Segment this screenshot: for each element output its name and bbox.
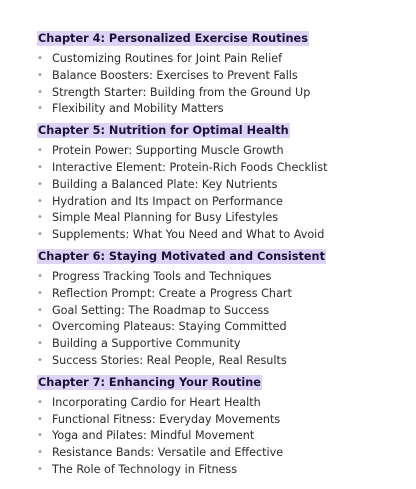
chapter-6-section — [37, 248, 416, 370]
list-item-text: Yoga and Pilates: Mindful Movement — [52, 429, 255, 443]
list-item-text: Supplements: What You Need and What to Avoid — [52, 228, 325, 242]
bullet-icon: • — [37, 413, 43, 425]
chapter-7-section — [37, 374, 416, 479]
list-item-text: Reflection Prompt: Create a Progress Chart — [52, 286, 292, 300]
chapter-heading-row — [37, 374, 416, 391]
list-item — [37, 336, 416, 353]
bullet-icon: • — [37, 69, 43, 81]
bullet-icon: • — [37, 53, 43, 64]
chapter-heading: Chapter 6: Staying Motivated and Consistent — [38, 249, 325, 263]
bullet-icon: • — [37, 178, 43, 190]
bullet-icon: • — [37, 463, 43, 475]
chapter-heading-row — [37, 30, 416, 47]
list-item-text: Functional Fitness: Everyday Movements — [52, 412, 281, 426]
list-item-text: Building a Balanced Plate: Key Nutrients — [52, 177, 278, 191]
chapter-item-list — [37, 269, 416, 370]
bullet-icon: • — [37, 195, 43, 207]
bullet-icon: • — [37, 430, 43, 442]
bullet-icon: • — [37, 321, 43, 333]
bullet-icon: • — [37, 86, 43, 98]
list-item-text: Strength Starter: Building from the Ground Up — [52, 85, 311, 99]
list-item — [37, 51, 416, 68]
list-item-text: Overcoming Plateaus: Staying Committed — [52, 320, 287, 334]
list-item-text: Success Stories: Real People, Real Results — [52, 353, 287, 367]
list-item-text: Customizing Routines for Joint Pain Relief — [52, 52, 283, 65]
bullet-icon: • — [37, 270, 43, 282]
bullet-icon: • — [37, 304, 43, 316]
bullet-icon: • — [37, 447, 43, 459]
list-item — [37, 303, 416, 320]
bullet-icon: • — [37, 145, 43, 157]
bullet-icon: • — [37, 338, 43, 350]
chapter-heading-row — [37, 122, 416, 139]
list-item — [37, 160, 416, 177]
list-item-text: Incorporating Cardio for Heart Health — [52, 395, 261, 409]
list-item-text: Flexibility and Mobility Matters — [52, 102, 224, 116]
list-item-text: Progress Tracking Tools and Techniques — [52, 269, 272, 283]
bullet-icon: • — [37, 287, 43, 299]
bullet-icon: • — [37, 229, 43, 241]
list-item — [37, 227, 416, 244]
chapter-heading: Chapter 5: Nutrition for Optimal Health — [38, 124, 289, 138]
chapter-4-section — [37, 30, 416, 118]
list-item — [37, 445, 416, 462]
chapter-item-list — [37, 395, 416, 479]
list-item — [37, 177, 416, 194]
list-item-text: Building a Supportive Community — [52, 337, 241, 351]
list-item-text: Goal Setting: The Roadmap to Success — [52, 303, 270, 317]
chapter-heading: Chapter 4: Personalized Exercise Routines — [38, 32, 308, 45]
list-item — [37, 353, 416, 370]
bullet-icon: • — [37, 161, 43, 173]
list-item-text: The Role of Technology in Fitness — [52, 462, 238, 476]
list-item-text: Resistance Bands: Versatile and Effective — [52, 446, 284, 460]
chapter-item-list — [37, 51, 416, 118]
list-item-text: Protein Power: Supporting Muscle Growth — [52, 144, 284, 158]
bullet-icon: • — [37, 354, 43, 366]
list-item — [37, 101, 416, 118]
bullet-icon: • — [37, 103, 43, 115]
list-item — [37, 194, 416, 211]
list-item — [37, 269, 416, 286]
list-item — [37, 395, 416, 412]
list-item-text: Simple Meal Planning for Busy Lifestyles — [52, 211, 279, 225]
bullet-icon: • — [37, 396, 43, 408]
list-item — [37, 210, 416, 227]
list-item-text: Balance Boosters: Exercises to Prevent Falls — [52, 68, 298, 82]
list-item — [37, 462, 416, 479]
list-item-text: Hydration and Its Impact on Performance — [52, 194, 283, 208]
bullet-icon: • — [37, 212, 43, 224]
chapter-heading: Chapter 7: Enhancing Your Routine — [38, 375, 261, 389]
list-item — [37, 412, 416, 429]
list-item — [37, 428, 416, 445]
chapter-item-list — [37, 143, 416, 244]
list-item — [37, 85, 416, 102]
list-item — [37, 68, 416, 85]
list-item-text: Interactive Element: Protein-Rich Foods Checklist — [52, 160, 328, 174]
chapter-heading-row — [37, 248, 416, 265]
list-item — [37, 319, 416, 336]
list-item — [37, 286, 416, 303]
list-item — [37, 143, 416, 160]
chapter-5-section — [37, 122, 416, 244]
